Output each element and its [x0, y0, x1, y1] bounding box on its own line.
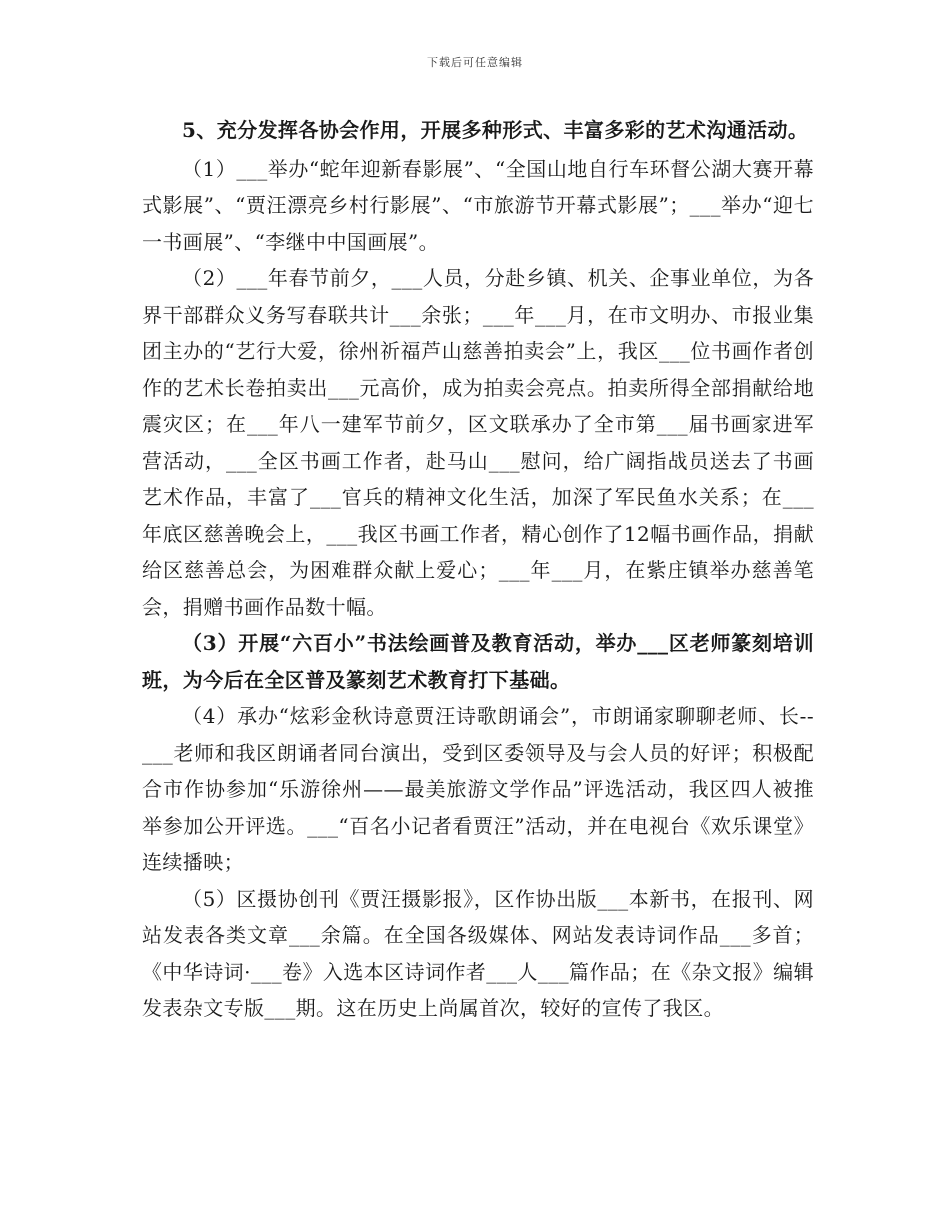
document-body — [142, 112, 814, 1027]
paragraph-4: （4）承办“炫彩金秋诗意贾汪诗歌朗诵会”，市朗诵家聊聊老师、长--___老师和我区朗诵者同台演出，受到区委领导及与会人员的好评；积极配合市作协参加“乐游徐州——最美旅游文学作品”评选活动，我区四人被推举参加公开评选。___“百名小记者看贾汪”活动，并在电视台《欢乐课堂》连续播映； — [142, 704, 814, 874]
paragraph-3: （3）开展“六百小”书法绘画普及教育活动，举办___区老师篆刻培训班，为今后在全区普及篆刻艺术教育打下基础。 — [142, 631, 814, 692]
paragraph-1: （1）___举办“蛇年迎新春影展”、“全国山地自行车环督公湖大赛开幕式影展”、“贾汪漂亮乡村行影展”、“市旅游节开幕式影展”；___举办“迎七一书画展”、“李继中中国画展”。 — [142, 156, 814, 254]
section-heading: 5、充分发挥各协会作用，开展多种形式、丰富多彩的艺术沟通活动。 — [182, 118, 809, 142]
page-header: 下载后可任意编辑 — [427, 56, 523, 69]
paragraph-2: （2）___年春节前夕，___人员，分赴乡镇、机关、企事业单位，为各界干部群众义务写春联共计___余张；___年___月，在市文明办、市报业集团主办的“艺行大爱，徐州祈福芦山慈善拍卖会”上，我区___位书画作者创作的艺术长卷拍卖出___元高价，成为拍卖会亮点。拍卖所得全部捐献给地震灾区；在___年八一建军节前夕，区文联承办了全市第___届书画家进军营活动，___全区书画工作者，赴马山___慰问，给广阔指战员送去了书画艺术作品，丰富了___官兵的精神文化生活，加深了军民鱼水关系；在___年底区慈善晚会上，___我区书画工作者，精心创作了12幅书画作品，捐献给区慈善总会，为困难群众献上爱心；___年___月，在紫庄镇举办慈善笔会，捐赠书画作品数十幅。 — [142, 266, 814, 619]
paragraph-5: （5）区摄协创刊《贾汪摄影报》，区作协出版___本新书，在报刊、网站发表各类文章___余篇。在全国各级媒体、网站发表诗词作品___多首；《中华诗词·___卷》入选本区诗词作者___人___篇作品；在《杂文报》编辑发表杂文专版___期。这在历史上尚属首次，较好的宣传了我区。 — [142, 886, 814, 1020]
